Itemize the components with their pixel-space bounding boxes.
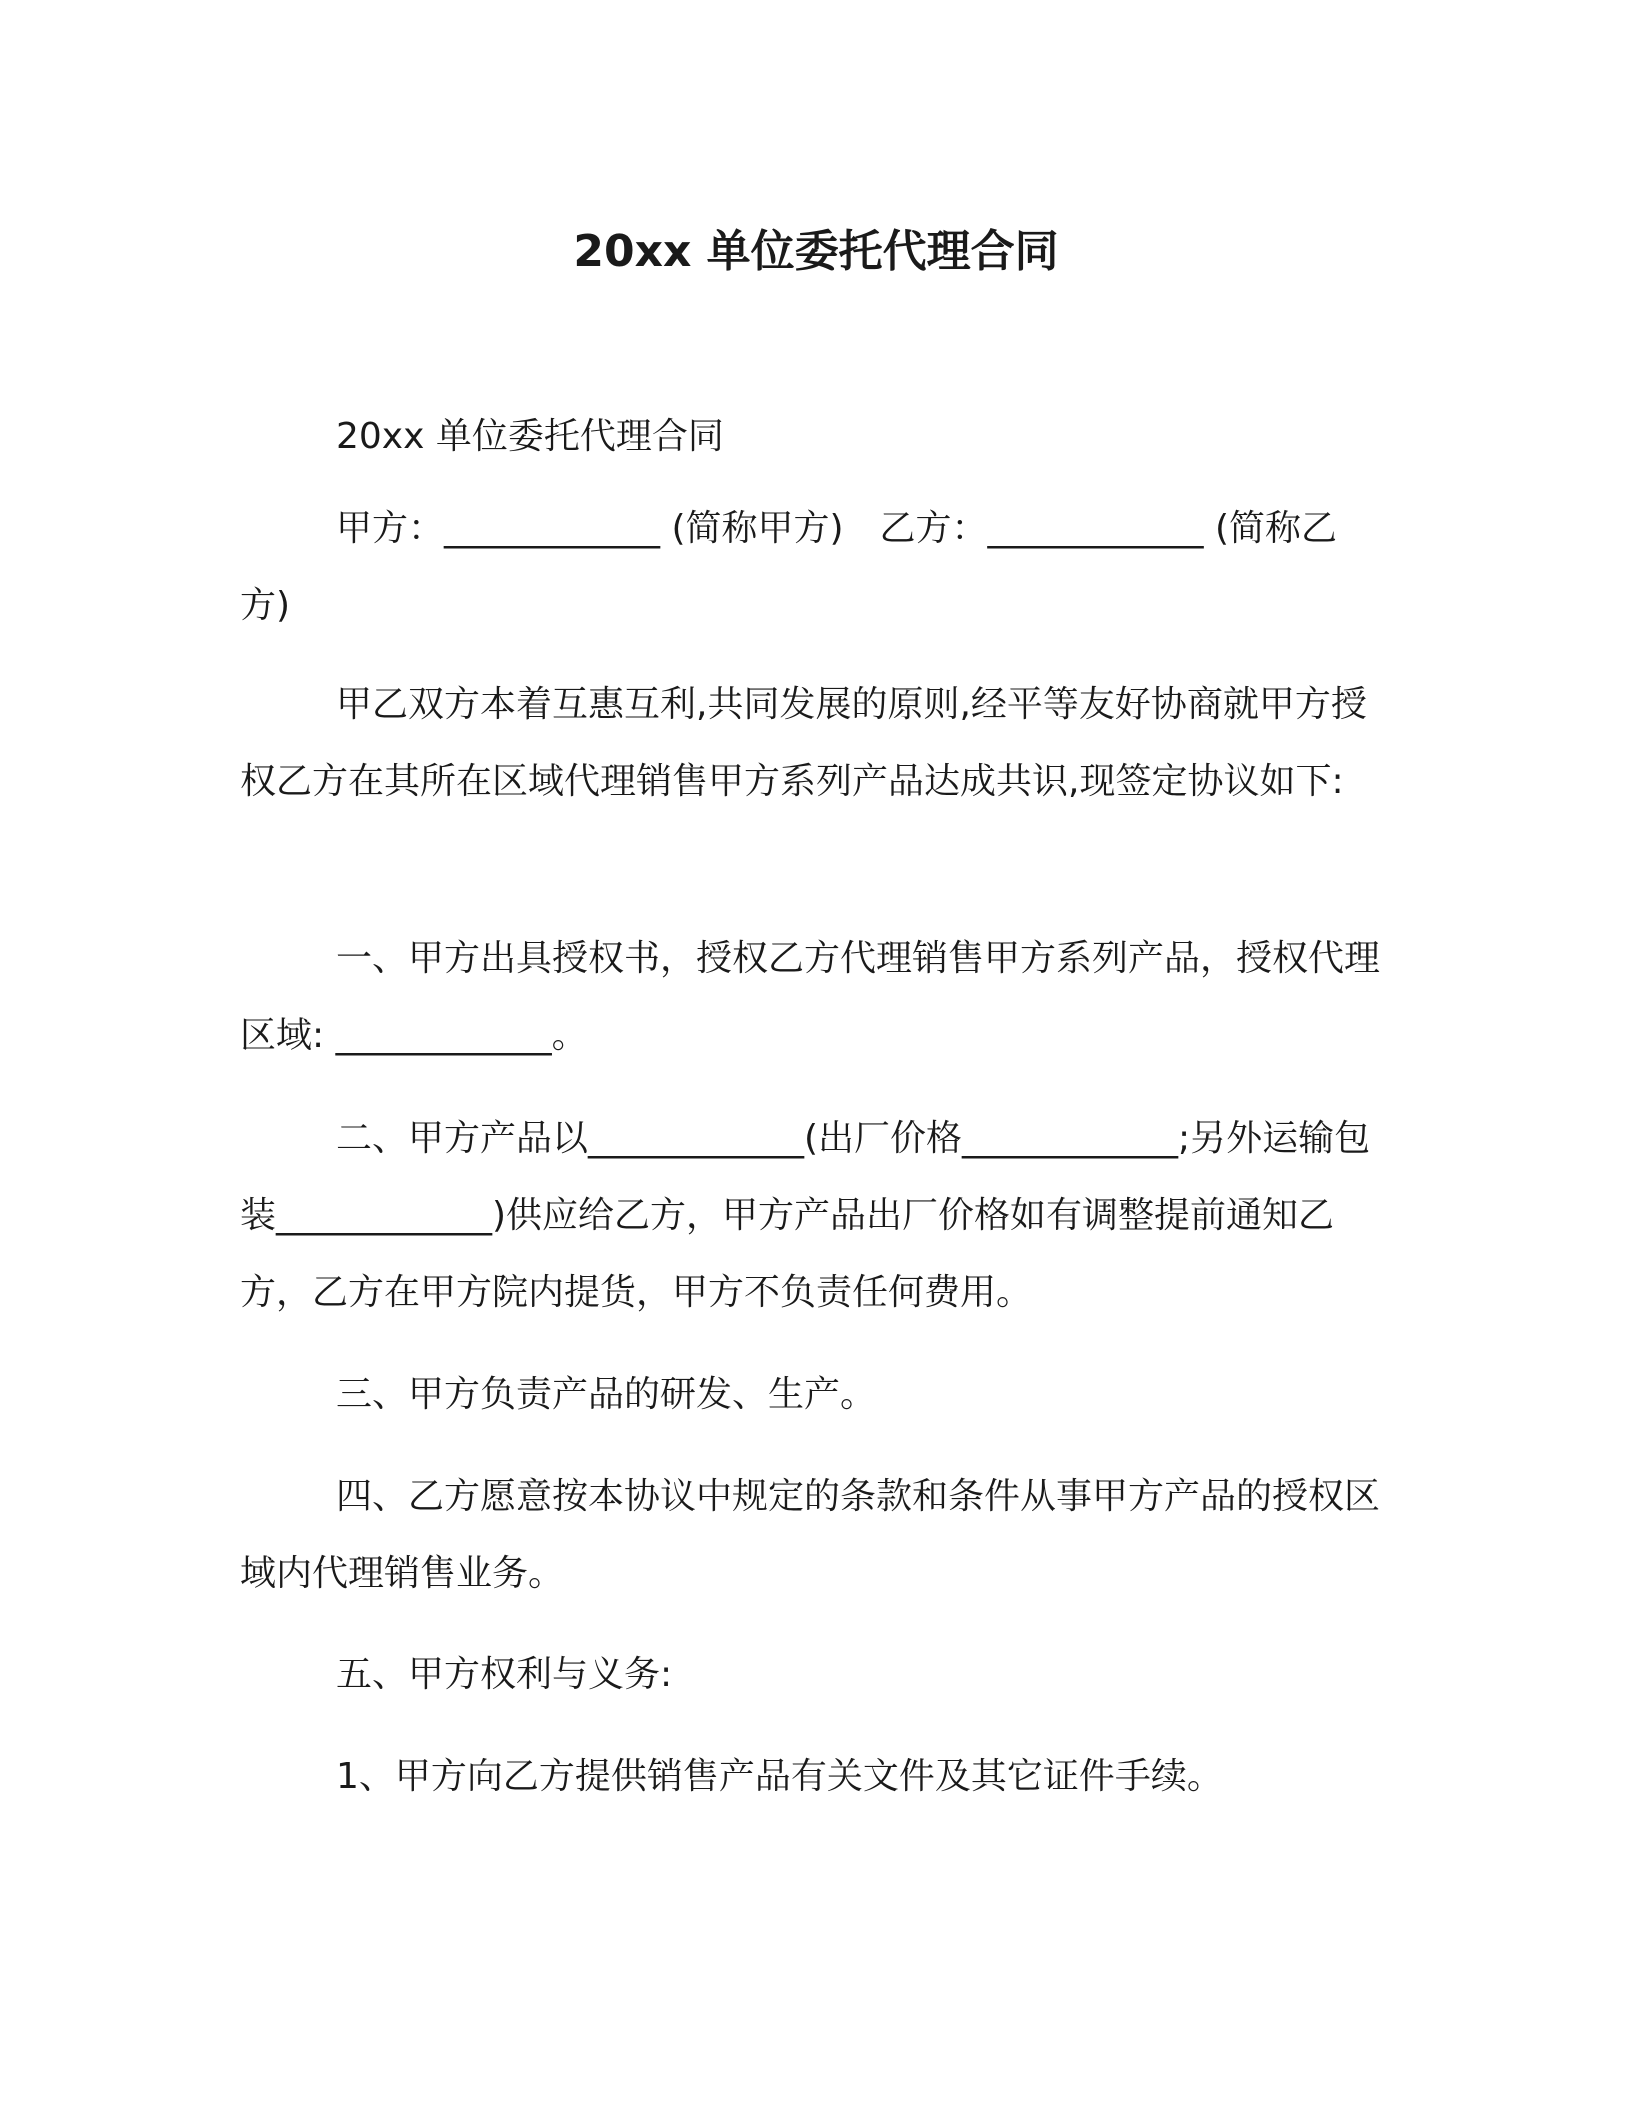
clause-5-1-paragraph: 1、甲方向乙方提供销售产品有关文件及其它证件手续。 [336,1756,1223,1797]
parties-paragraph: 甲方：____________ (简称甲方) 乙方：____________ (简称乙方) [240,508,1338,626]
clause-1-paragraph: 一、甲方出具授权书，授权乙方代理销售甲方系列产品，授权代理区域: ____________。 [240,938,1381,1056]
clause-3-paragraph: 三、甲方负责产品的研发、生产。 [336,1374,877,1415]
document-title: 20xx 单位委托代理合同 [573,226,1059,277]
clause-5-paragraph: 五、甲方权利与义务: [336,1654,673,1695]
clause-4-paragraph: 四、乙方愿意按本协议中规定的条款和条件从事甲方产品的授权区域内代理销售业务。 [240,1476,1381,1594]
preamble-paragraph: 甲乙双方本着互惠互利,共同发展的原则,经平等友好协商就甲方授权乙方在其所在区域代理销售甲方系列产品达成共识,现签定协议如下: [240,684,1367,802]
clause-2-paragraph: 二、甲方产品以____________(出厂价格____________;另外运输包装____________)供应给乙方，甲方产品出厂价格如有调整提前通知乙方，乙方在甲方院内提货，甲方不负责任何费用。 [240,1118,1371,1313]
document-subtitle: 20xx 单位委托代理合同 [336,416,724,457]
